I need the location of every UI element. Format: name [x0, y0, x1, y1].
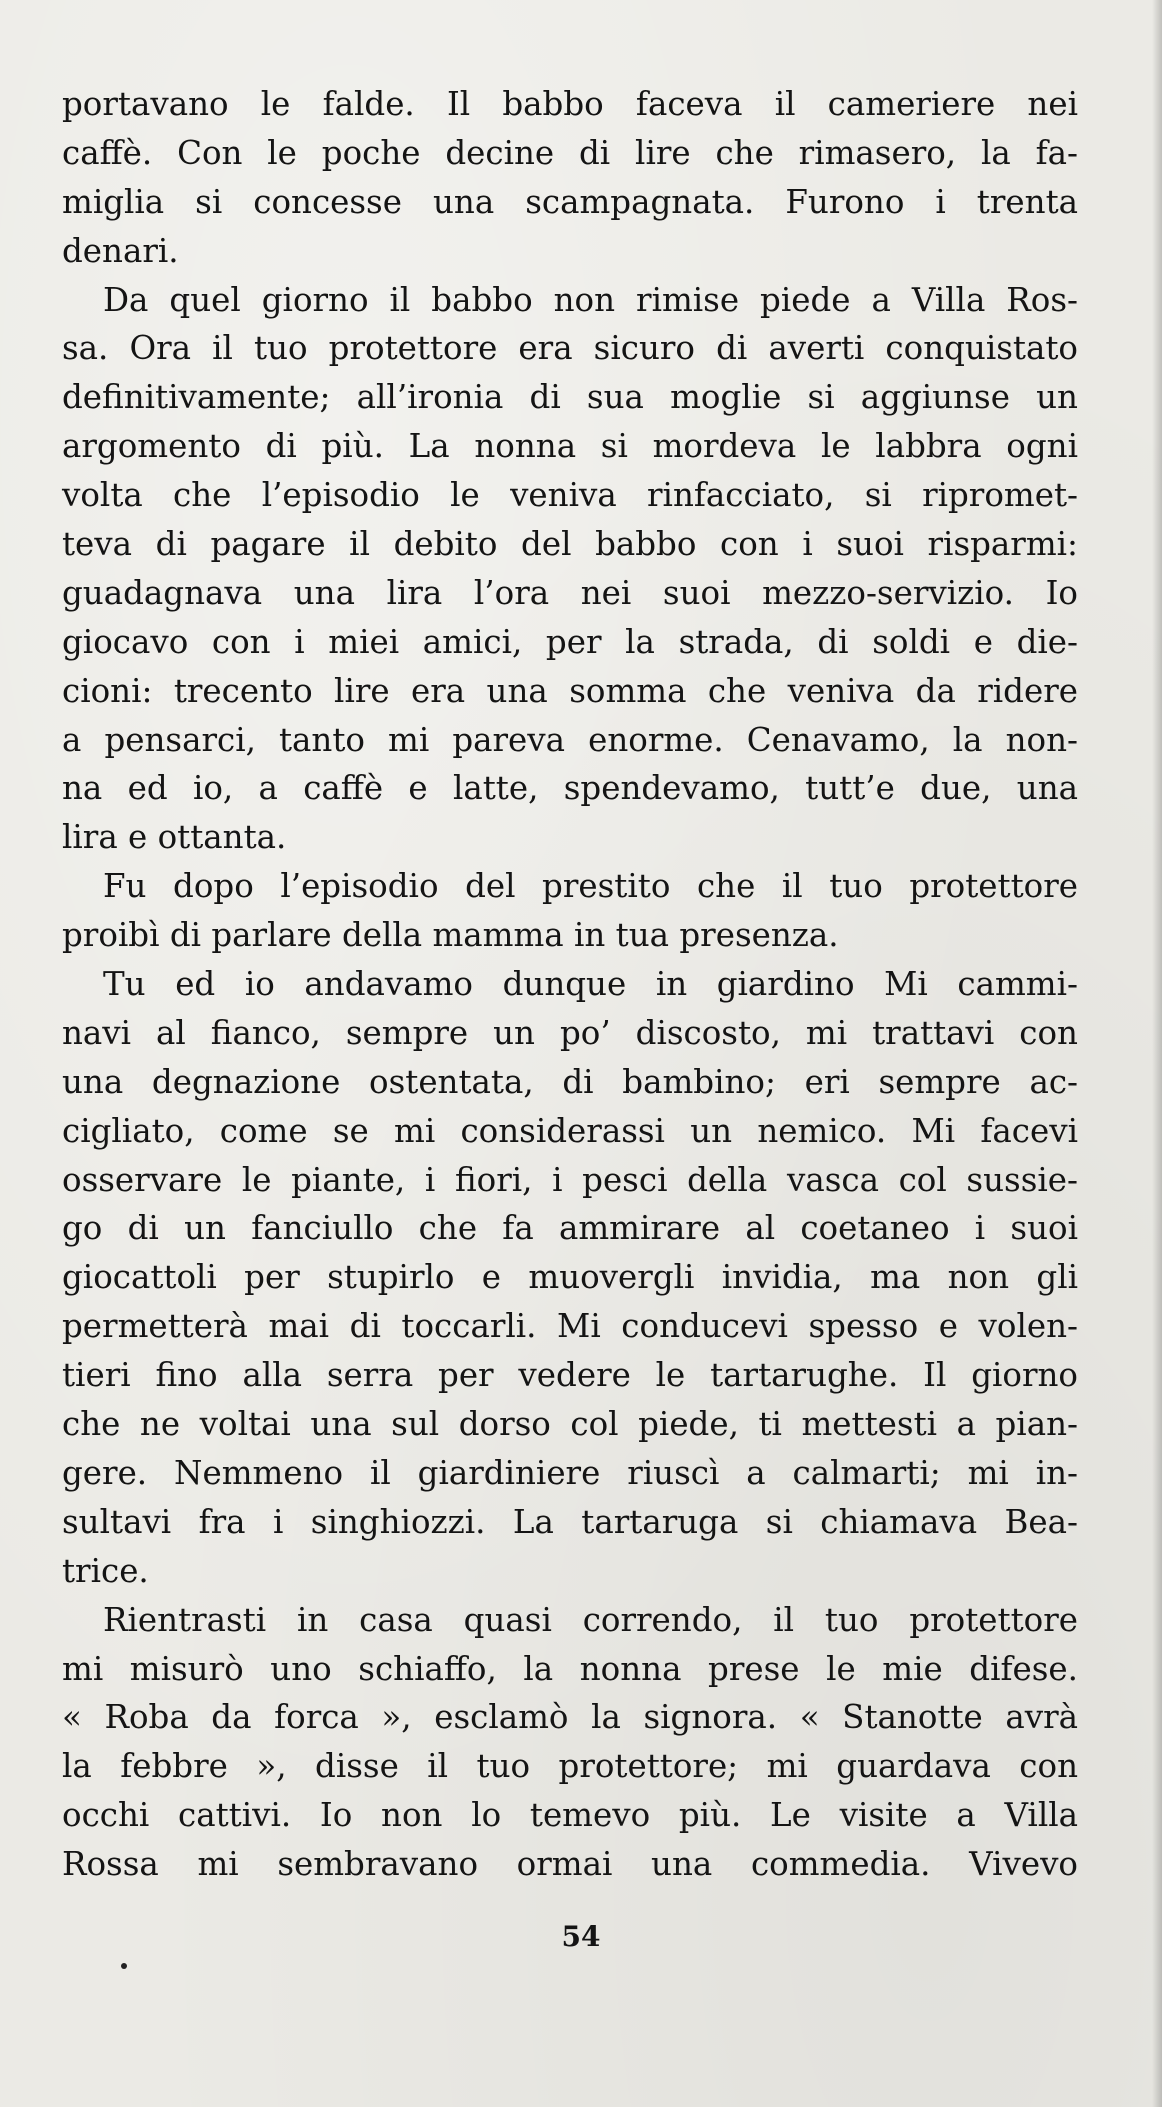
text-line: mi misurò uno schiaffo, la nonna prese le mie difese. — [62, 1649, 1078, 1688]
text-line: gere. Nemmeno il giardiniere riuscì a calmarti; mi in- — [62, 1453, 1078, 1492]
text-line: tieri fino alla serra per vedere le tartarughe. Il giorno — [62, 1356, 1078, 1395]
text-line: trice. — [62, 1551, 149, 1590]
text-line: caffè. Con le poche decine di lire che rimasero, la fa- — [62, 133, 1078, 172]
page-edge-shadow — [1152, 0, 1162, 2107]
text-line: navi al fianco, sempre un po’ discosto, mi trattavi con — [62, 1013, 1078, 1052]
text-line: teva di pagare il debito del babbo con i suoi risparmi: — [62, 525, 1078, 564]
text-line: portavano le falde. Il babbo faceva il cameriere nei — [62, 85, 1078, 123]
text-line: definitivamente; all’ironia di sua moglie si aggiunse un — [62, 378, 1078, 417]
text-line: giocavo con i miei amici, per la strada, di soldi e die- — [62, 622, 1078, 661]
text-line: occhi cattivi. Io non lo temevo più. Le visite a Villa — [62, 1796, 1078, 1835]
text-line: una degnazione ostentata, di bambino; eri sempre ac- — [62, 1062, 1078, 1101]
paragraph-3 — [62, 862, 1078, 960]
text-line: go di un fanciullo che fa ammirare al coetaneo i suoi — [62, 1209, 1078, 1248]
text-line: che ne voltai una sul dorso col piede, ti mettesti a pian- — [62, 1405, 1078, 1444]
paragraph-1 — [62, 80, 1078, 276]
text-line: volta che l’episodio le veniva rinfacciato, si ripromet- — [62, 476, 1078, 515]
paragraph-2 — [62, 276, 1078, 863]
text-line: « Roba da forca », esclamò la signora. « Stanotte avrà — [62, 1698, 1078, 1737]
text-line: miglia si concesse una scampagnata. Furono i trenta — [62, 182, 1078, 221]
text-line: osservare le piante, i fiori, i pesci della vasca col sussie- — [62, 1160, 1078, 1199]
text-line: giocattoli per stupirlo e muovergli invidia, ma non gli — [62, 1258, 1078, 1297]
text-line: Rossa mi sembravano ormai una commedia. Vivevo — [62, 1845, 1078, 1884]
text-line: la febbre », disse il tuo protettore; mi guardava con — [62, 1747, 1078, 1786]
ink-speck — [121, 1963, 127, 1969]
paragraph-4 — [62, 960, 1078, 1596]
body-text — [62, 80, 1078, 1889]
text-line: guadagnava una lira l’ora nei suoi mezzo-servizio. Io — [62, 573, 1078, 612]
text-line: proibì di parlare della mamma in tua presenza. — [62, 916, 839, 955]
page-number: 54 — [561, 1920, 601, 1953]
text-line: argomento di più. La nonna si mordeva le labbra ogni — [62, 427, 1078, 466]
text-line: cigliato, come se mi considerassi un nemico. Mi facevi — [62, 1111, 1078, 1150]
text-line: lira e ottanta. — [62, 818, 287, 857]
text-line: sa. Ora il tuo protettore era sicuro di averti conquistato — [62, 329, 1078, 368]
text-line: Rientrasti in casa quasi correndo, il tuo protettore — [103, 1600, 1078, 1639]
text-line: permetterà mai di toccarli. Mi conducevi spesso e volen- — [62, 1307, 1078, 1346]
text-line: a pensarci, tanto mi pareva enorme. Cenavamo, la non- — [62, 720, 1078, 759]
text-line: Fu dopo l’episodio del prestito che il tuo protettore — [103, 867, 1078, 906]
text-line: na ed io, a caffè e latte, spendevamo, tutt’e due, una — [62, 769, 1078, 808]
text-line: Da quel giorno il babbo non rimise piede a Villa Ros- — [103, 280, 1078, 319]
text-line: sultavi fra i singhiozzi. La tartaruga si chiamava Bea- — [62, 1502, 1078, 1541]
text-line: cioni: trecento lire era una somma che veniva da ridere — [62, 671, 1078, 710]
paragraph-5 — [62, 1596, 1078, 1889]
text-line: Tu ed io andavamo dunque in giardino Mi cammi- — [103, 965, 1078, 1004]
text-line: denari. — [62, 231, 179, 270]
